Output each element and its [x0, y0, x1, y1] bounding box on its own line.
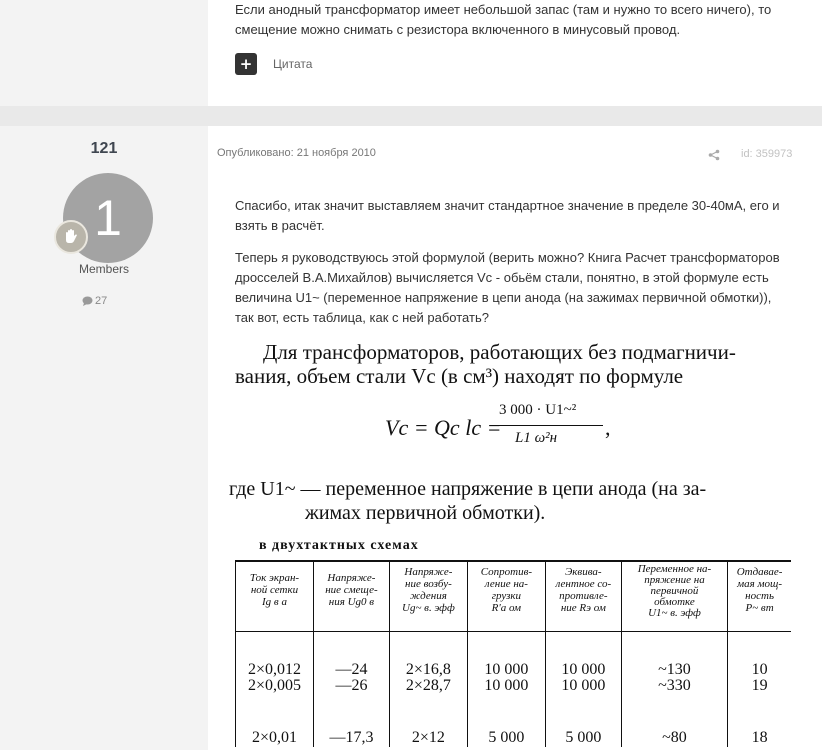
- header-text: Отдавае- мая мощ- ность P~ вт: [736, 566, 783, 614]
- forum-post: [0, 126, 822, 750]
- table-row: [236, 631, 792, 707]
- post-paragraph: [235, 196, 795, 236]
- cell-text: 5 000: [565, 729, 602, 746]
- header-text: Ток экран- ной сетки Ig в а: [249, 572, 300, 608]
- formula: [385, 398, 645, 458]
- table-cell: [313, 631, 389, 707]
- table-header: [728, 561, 791, 631]
- cell-text: 2×16,8 2×28,7: [405, 660, 451, 694]
- text-line: дросселей В.А.Михайлов) вычисляется Vc - обьём стали, понятно, в этой формуле есть: [235, 270, 769, 285]
- table-header: [389, 561, 467, 631]
- post-count-value: 27: [95, 295, 108, 307]
- header-text: Переменное на- пряжение на первичной обмотке U1~ в. эфф: [637, 563, 712, 619]
- table-cell: [621, 631, 727, 707]
- table-header: [236, 561, 314, 631]
- post-text: [235, 0, 795, 40]
- header-text: Сопротив- ление на- грузки R'а ом: [480, 566, 533, 614]
- scan-text-line: вания, объем стали Vc (в см³) находят по формуле: [235, 364, 684, 388]
- table-cell: [728, 707, 791, 747]
- data-table: [235, 560, 791, 747]
- cell-text: 2×0,01: [251, 729, 297, 746]
- cell-text: 18: [751, 729, 768, 746]
- text-line: Если анодный трансформатор имеет небольшой запас (там и нужно то всего ничего), то: [235, 2, 772, 17]
- post-content: [208, 126, 822, 750]
- table-cell: [236, 631, 314, 707]
- table-cell: [467, 707, 545, 747]
- share-icon[interactable]: [708, 148, 720, 166]
- header-text: Напряже- ние смеще- ния Ug0 в: [325, 572, 378, 608]
- scan-text-line: Для трансформаторов, работающих без подмагничи-: [263, 340, 736, 364]
- cell-text: ~80: [662, 729, 687, 746]
- scanned-book-page[interactable]: [229, 338, 811, 750]
- post-count: [82, 295, 107, 307]
- cell-text: 5 000: [488, 729, 525, 746]
- post-paragraph: [235, 248, 795, 328]
- post-date[interactable]: Опубликовано: 21 ноября 2010: [217, 147, 376, 159]
- cell-text: 10 000 10 000: [561, 660, 606, 694]
- cell-text: —24 —26: [335, 660, 368, 694]
- post-id[interactable]: id: 359973: [741, 148, 793, 160]
- quote-plus-button[interactable]: +: [235, 53, 257, 75]
- post-content: [208, 0, 822, 106]
- table-caption: в двухтактных схемах: [259, 538, 419, 553]
- table-header-row: [236, 561, 792, 631]
- table-cell: [389, 707, 467, 747]
- table-cell: [389, 631, 467, 707]
- fraction-bar: [495, 425, 603, 426]
- text-line: Спасибо, итак значит выставляем значит стандартное значение в пределе 30-40мА, его и: [235, 198, 780, 213]
- text-line: так вот, есть таблица, как с ней работать?: [235, 310, 489, 325]
- table-cell: [728, 631, 791, 707]
- text-line: взять в расчёт.: [235, 218, 325, 233]
- table-header: [313, 561, 389, 631]
- cell-text: 10 19: [751, 660, 768, 694]
- scan-text-line: жимах первичной обмотки).: [305, 502, 546, 524]
- table-header: [621, 561, 727, 631]
- table-cell: [621, 707, 727, 747]
- avatar[interactable]: 1: [63, 173, 153, 263]
- cell-text: —17,3: [329, 729, 374, 746]
- table-header: [545, 561, 621, 631]
- table-cell: [545, 631, 621, 707]
- table-cell: [467, 631, 545, 707]
- table-cell: [545, 707, 621, 747]
- table-row: [236, 707, 792, 747]
- scan-text-line: где U1~ — переменное напряжение в цепи анода (на за-: [229, 478, 707, 500]
- author-name[interactable]: 121: [90, 140, 118, 157]
- formula-comma: ,: [605, 415, 611, 440]
- previous-post: [0, 0, 822, 106]
- rank-badge-icon: [54, 220, 88, 254]
- cell-text: 2×0,012 2×0,005: [247, 660, 301, 694]
- formula-numerator: 3 000 · U1~²: [499, 402, 577, 418]
- table-cell: [313, 707, 389, 747]
- cell-text: 10 000 10 000: [484, 660, 529, 694]
- cell-text: ~130 ~330: [658, 660, 691, 694]
- cell-text: 2×12: [411, 729, 445, 746]
- author-column: [0, 0, 209, 106]
- hand-icon: [62, 227, 80, 245]
- comment-icon: [82, 296, 93, 306]
- formula-denominator: L1 ω²н: [515, 430, 558, 446]
- text-line: смещение можно снимать с резистора включенного в минусовый провод.: [235, 22, 681, 37]
- quote-link[interactable]: Цитата: [273, 57, 313, 71]
- author-column: [0, 126, 209, 750]
- table-cell: [236, 707, 314, 747]
- text-line: Теперь я руководствуюсь этой формулой (верить можно? Книга Расчет трансформаторов: [235, 250, 780, 265]
- header-text: Эквива- лентное со- противле- ние Rэ ом: [555, 566, 612, 614]
- text-line: величина U1~ (переменное напряжение в цепи анода (на зажимах первичной обмотки)),: [235, 290, 772, 305]
- formula-lhs: Vc = Qc lc =: [385, 415, 502, 440]
- table-header: [467, 561, 545, 631]
- member-group: Members: [78, 262, 129, 276]
- header-text: Напряже- ние возбу- ждения Ug~ в. эфф: [402, 566, 455, 614]
